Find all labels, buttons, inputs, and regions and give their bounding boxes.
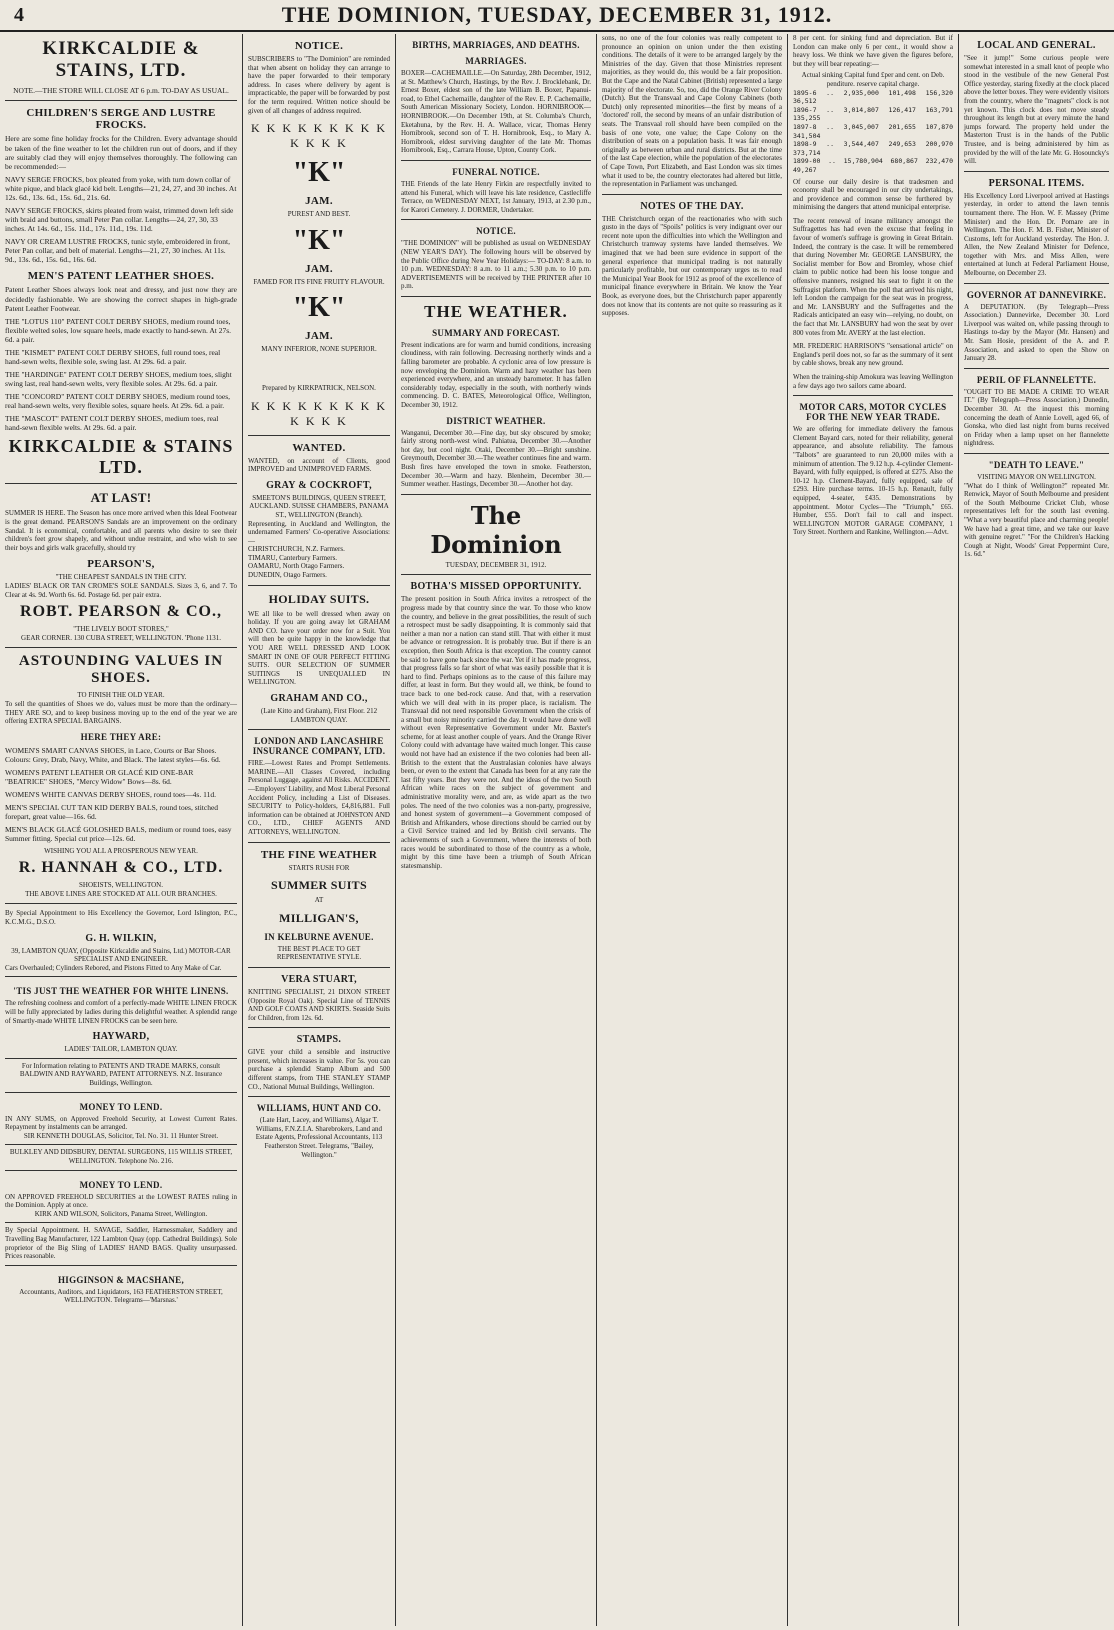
here-they-are: HERE THEY ARE: <box>80 731 162 742</box>
k-jam-tagline-1: PUREST AND BEST. <box>287 210 351 219</box>
column-3-notices-editorial <box>396 34 596 1626</box>
bmd-heading: BIRTHS, MARRIAGES, AND DEATHS. <box>412 40 580 50</box>
money-to-lend-2-text: ON APPROVED FREEHOLD SECURITIES at the LOWEST RATES ruling in the Dominion. Apply at once. <box>5 1192 237 1210</box>
vera-stuart-text: KNITTING SPECIALIST, 21 DIXON STREET (Opposite Royal Oak). Special Line of TENNIS AND GOLF COATS AND SKIRTS. Seaside Suits for Children, from 12s. 6d. <box>248 987 390 1022</box>
death-to-leave-heading: "DEATH TO LEAVE." <box>988 459 1085 470</box>
governor-text: A DEPUTATION. (By Telegraph—Press Association.) Dannevirke, December 30. Lord Liverpool was waited on, while passing through to Hastings to-day by the Mayor (Mr. Hansen) and Mr. Sam Hosie, president of the A. and P. Association, and asked to open the Show on January 28. <box>964 302 1109 363</box>
notice-heading: NOTICE. <box>476 226 516 237</box>
kirkcaldie-heading: KIRKCALDIE & STAINS, LTD. <box>42 38 200 81</box>
editorial-text: The present position in South Africa invites a retrospect of the progress made by that country since the war. To those who know the country, and believe in the great possibilities, the result of such a retrospect must be sadly disappointing. It is commonly said that neither a man nor a nation can stand still. That with either it must be advance or retrogression. It is probably true. But if there is an exception, then South Africa is that exception. The country cannot be said to have gone back since the war. Yet if it has made progress, that progress falls so far short of what was easily possible that it is hard to find. Perhaps opinions as to the cause of this failure may differ, at least in form. But they would all, we think, be found to trace back to one bed-rock cause. And that, with a reservation which we will deal with in its proper place, is racialism. The Transvaal did not need responsible Government when the crisis of a small but noisy minority carried the day. It would have done well without even Representative Government under Mr. Baxter's scheme, for at least another couple of years. And the Orange River Colony could with advantage have waited much longer. This cause would not have had an existence if the two colonies had been all-British to the extent that the Australasian colonies have always been, or even to the extent that Canada has been for at any rate the last fifty years. But they were not. And the ideas of the two South African white races on the subject of government and administrative morality were, and are, as wide apart as the two poles. The need of the two colonies was a non-party, progressive, and honest system of government—a Government composed of British and Afrikanders, whose directions should be carried out by a Civil Service trained and led by British civil servants. The achievements of such a Government, where the interests of both races would be subordinated to those of the country as a whole, might by this time have been a triumph of South African statesmanship. <box>401 595 591 870</box>
notice-heading: NOTICE. <box>294 40 344 52</box>
jam-label: JAM. <box>305 195 333 208</box>
k-border-row: K K K K K K K K K K K K K <box>251 398 387 428</box>
masthead <box>0 0 1114 32</box>
death-to-leave-sub: VISITING MAYOR ON WELLINGTON. <box>977 472 1096 481</box>
weather-heading: THE WEATHER. <box>424 301 568 321</box>
fine-weather-sub: STARTS RUSH FOR <box>288 863 350 872</box>
notice-text: SUBSCRIBERS to "The Dominion" are reminded that when absent on holiday they can arrange to have the paper forwarded to their temporary address. In cases where delivery by agent is impracticable, the paper will be forwarded by post for the term required. Written notice should be given of all changes of address required. <box>248 55 390 115</box>
hannah-sub: SHOEISTS, WELLINGTON. <box>79 881 163 890</box>
at-last-heading: AT LAST! <box>90 490 152 506</box>
finance-table-head: Actual sinking Capital fund £per and cent. on Deb. penditure. reserve capital charge. <box>801 71 945 88</box>
finance-table-row: 1897-8 .. 3,045,007 201,655 107,870 341,504 <box>793 122 953 140</box>
notes-of-the-day-text: THE Christchurch organ of the reactionaries who with such gusto in the days of "Spoils" politics is very indignant over our recent note upon the difficulties into which the Wellington and Christchurch tramway systems have landed themselves. We imagined that we had been sure evidence in support of the general experience that municipal trading is not naturally particularly profitable, but our contemporary urges us to read the Municipal Year Book for 1912 as proof of the excellence of municipal finance everywhere in Britain. We know the Year Book, as everyone does, but the Christchurch paper apparently does not know that its contents are not quite so reassuring as it supposes. <box>602 214 782 318</box>
wilkin-sub: 39, LAMBTON QUAY, (Opposite Kirkcaldie and Stains, Ltd.) MOTOR-CAR SPECIALIST AND ENGINEER. <box>11 946 231 964</box>
milligans-name: MILLIGAN'S, <box>279 910 359 925</box>
jam-label: JAM. <box>305 262 333 275</box>
shoe-item: THE "HARDINGE" PATENT COLT DERBY SHOES, medium toes, slight swing last, real hand-sewn welts, very flexible soles. At 29s. 6d. a pair. <box>5 370 232 389</box>
frock-item: NAVY SERGE FROCKS, box pleated from yoke, with turn down collar of white pique, and black glacé kid belt. Lengths—21, 24, 27, and 30 inches. At 12s. 6d., 13s. 6d., 15s. 6d., 21s. 6d. <box>5 175 237 203</box>
kirkcaldie-footer: KIRKCALDIE & STAINS LTD. <box>8 436 234 478</box>
williams-hunt-text: (Late Hart, Lacey, and Williams), Algar T. Williams, F.N.Z.I.A. Sharebrokers, Land and Estate Agents, Professional Accountants, 113 Featherston Street. Telegrams, "Bailey, Wellington." <box>255 1116 383 1159</box>
money-to-lend-1: MONEY TO LEND. <box>79 1101 163 1112</box>
funeral-heading: FUNERAL NOTICE. <box>452 166 540 177</box>
association-item: CHRISTCHURCH, N.Z. Farmers. <box>248 545 345 554</box>
london-lancashire-text: FIRE.—Lowest Rates and Prompt Settlements. MARINE.—All Classes Covered, including Personal Luggage, against All Risks. ACCIDENT.—Employers' Liability, and Most Liberal Personal Accident Policy, including a List of Diseases. SECURITY to Policy-holders, £4,816,881. Full information can be obtained at JOHNSTON AND CO., LTD., CHIEF AGENTS AND ATTORNEYS, WELLINGTON. <box>248 759 390 836</box>
wilkin-text: Cars Overhauled; Cylinders Rebored, and Pistons Fitted to Any Make of Car. <box>5 963 222 972</box>
vera-stuart-name: VERA STUART, <box>281 973 357 985</box>
hayward-name: HAYWARD, <box>92 1031 150 1043</box>
shoe-item: THE "MASCOT" PATENT COLT DERBY SHOES, medium toes, real hand-sewn flexible welts. At 29s. 6d. a pair. <box>5 414 219 433</box>
k-jam-logo: "K" <box>292 224 346 256</box>
hannah-name: R. HANNAH & CO., LTD. <box>18 859 224 877</box>
bargain-item: WOMEN'S SMART CANVAS SHOES, in Lace, Courts or Bar Shoes. Colours: Grey, Drab, Navy, White, and Black. The latest styles—6s. 6d. <box>5 745 221 764</box>
flannelette-heading: PERIL OF FLANNELETTE. <box>976 374 1097 385</box>
at-label: AT <box>314 896 324 905</box>
bargain-item: MEN'S BLACK GLACÉ GOLOSHED BALS, medium or round toes, easy Summer fitting. Special cut price—12s. 6d. <box>5 824 232 843</box>
column-6-personal <box>959 34 1114 1626</box>
graham-sub: (Late Kitto and Graham), First Floor. 212 LAMBTON QUAY. <box>260 707 378 724</box>
kelburne-avenue: IN KELBURNE AVENUE. <box>264 931 374 942</box>
patent-shoes-heading: MEN'S PATENT LEATHER SHOES. <box>27 270 215 283</box>
amokura-text: When the training-ship Amokura was leaving Wellington a few days ago two sailors came aboard. <box>793 372 953 390</box>
kirk-wilson-ad: KIRK AND WILSON, Solicitors, Panama Street, Wellington. <box>34 1209 208 1218</box>
jam-label: JAM. <box>305 330 333 343</box>
bargain-item: MEN'S SPECIAL CUT TAN KID DERBY BALS, round toes, stitched forepart, great value—16s. 6d. <box>5 802 219 821</box>
childrens-frocks-heading: CHILDREN'S SERGE AND LUSTRE FROCKS. <box>26 107 216 132</box>
flannelette-text: "OUGHT TO BE MADE A CRIME TO WEAR IT." (By Telegraph—Press Association.) Dunedin, December 30. At the inquest this morning concerning the death of Annie Lovell, aged 66, of Gonska, who died last night from burns received on Friday when a lamp upset on her flannelette nightdress. <box>964 387 1109 448</box>
money-to-lend-2: MONEY TO LEND. <box>79 1179 163 1190</box>
wilkin-name: G. H. WILKIN, <box>85 932 157 944</box>
governor-heading: GOVERNOR AT DANNEVIRKE. <box>966 289 1107 300</box>
editorial-heading: BOTHA'S MISSED OPPORTUNITY. <box>410 581 582 593</box>
hayward-heading: 'TIS JUST THE WEATHER FOR WHITE LINENS. <box>13 986 229 997</box>
childrens-frocks-intro: Here are some fine holiday frocks for the Children. Every advantage should be taken of the fine weather to let the children run out of doors, and if they are suitably clad they will enjoy themselves thoroughly. The following can be recommended:— <box>5 134 237 172</box>
astounding-sub: TO FINISH THE OLD YEAR. <box>77 691 165 700</box>
k-jam-tagline-2: FAMED FOR ITS FINE FRUITY FLAVOUR. <box>253 277 385 286</box>
the-dominion-nameplate: The Dominion <box>430 500 562 559</box>
holiday-suits-text: WE all like to be well dressed when away on holiday. If you are going away let GRAHAM AND CO. have your order now for a Suit. You will then be quite happy in the knowledge that YOU ARE WELL DRESSED AND LOOK SMART IN ONE OF OUR PERFECT FITTING SUITS. OUR SELECTION OF SUMMER SUITINGS IS UNEQUALLED IN WELLINGTON. <box>248 609 390 687</box>
summer-suits: SUMMER SUITS <box>271 878 367 893</box>
stamps-heading: STAMPS. <box>296 1034 342 1046</box>
shoe-item: THE "KISMET" PATENT COLT DERBY SHOES, full round toes, real hand-sewn welts, flexible sole, swing last. At 29s. 6d. a pair. <box>5 348 221 367</box>
death-to-leave-text: "What do I think of Wellington?" repeated Mr. Renwick, Mayor of South Melbourne and president of the South Melbourne Cricket Club, whose representatives left for the south last evening. "What a very beautiful place and charming people! We have had a great time, and we take our leave with genuine regret." "For the Children's Hacking Cough at Night, Woods' Great Peppermint Cure, 1s. 6d." <box>964 481 1109 559</box>
k-border-row: K K K K K K K K K K K K K <box>251 121 387 151</box>
kelburne-sub: THE BEST PLACE TO GET REPRESENTATIVE STYLE. <box>276 944 362 962</box>
district-weather-text: Wanganui, December 30.—Fine day, but sky obscured by smoke; fairly strong north-west wind. Pahiatua, December 30.—Another hot day, but cool night. Otaki, December 30.—Bright sunshine. Greymouth, December 30.—The weather continues fine and warm. Bush fires have enveloped the town in smoke. Featherston, December 30.—Warm and hazy. Blenheim, December 30.—Summer weather. Hastings, December 30.—Another hot day. <box>401 428 591 489</box>
dateline: TUESDAY, DECEMBER 31, 1912. <box>445 560 547 569</box>
association-item: TIMARU, Canterbury Farmers. <box>248 553 338 562</box>
store-close-note: NOTE.—THE STORE WILL CLOSE AT 6 p.m. TO-DAY AS USUAL. <box>13 86 229 95</box>
finance-table-row: 1896-7 .. 3,014,807 126,417 163,791 135,255 <box>793 105 953 123</box>
stamps-text: GIVE your child a sensible and instructive present, which increases in value. For 5s. you can purchase a splendid Stamp Album and 500 different stamps, from THE STANLEY STAMP CO., National Mutual Buildings, Wellington. <box>248 1048 390 1091</box>
pearsons-name: PEARSON'S, <box>87 558 155 571</box>
weather-text: Present indications are for warm and humid conditions, increasing cloudiness, with rain following. Decreasing northerly winds and a falling barometer are probable. A cyclonic area of low pressure is now enveloping the Dominion. Warm and hazy weather has been experienced everywhere, and an unsteady barometer. It has fallen considerably today, especially in the south, with northerly winds commencing. D. C. BATES, Meteorological Office, Wellington, December 30, 1912. <box>401 340 591 410</box>
marriages-heading: MARRIAGES. <box>465 56 527 66</box>
suffragette-text: The recent renewal of insane militancy amongst the Suffragettes has had even the excuse that feeling in favour of women's suffrage is growing in Great Britain. Indeed, the contrary is the case. It will be remembered that during November Mr. GEORGE LANSBURY, the Socialist member for Bow and Bromley, whose chief claim to public notice had been his loose tongue and offensive manners, resigned his seat to fight it on the Suffragist platform. When the poll that arrived his night, left London the campaign for the seat was in progress, and Mr. LANSBURY and the Suffragettes and the Radicals anticipated an easy win—relying, no doubt, on the fact that Mr. LANSBURY had won the seat by over 800 votes from Mr. AVERY at the last election. <box>793 216 953 337</box>
column-1-kirkcaldie-ads <box>0 34 242 1626</box>
finance-table-row: 1898-9 .. 3,544,407 249,653 200,970 373,714 <box>793 140 953 157</box>
savage-ad: By Special Appointment. H. SAVAGE, Saddler, Harnessmaker, Saddlery and Travelling Bag Manufacturer, 122 Lambton Quay (opp. Cathedral Buildings). Sole proprietor of the Big Sling of LADIES' HAND BAGS. Quality unsurpassed. Prices reasonable. <box>5 1226 237 1261</box>
bulkley-ad: BULKLEY AND DIDSBURY, DENTAL SURGEONS, 115 WILLIS STREET, WELLINGTON. Telephone No. 216. <box>9 1148 233 1165</box>
astounding-intro: To sell the quantities of Shoes we do, values must be more than the ordinary—THEY ARE SO, and to keep business moving up to the end of the year we are offering EXTRA SPECIAL BARGAINS. <box>5 699 237 726</box>
finance-text: 8 per cent. for sinking fund and depreciation. But if London can make only 6 per cent., it would show a heavy loss. We think we have given the figures before, but they will bear repeating:— <box>793 34 953 68</box>
pearsons-slogan: "THE CHEAPEST SANDALS IN THE CITY. <box>55 573 187 582</box>
shoe-item: THE "LOTUS 110" PATENT COLT DERBY SHOES, medium round toes, flexible welted soles, low square heels, made exactly to hand-sewn. At 27s. 6d. a pair. <box>5 317 231 345</box>
motor-cars-heading: MOTOR CARS, MOTOR CYCLES FOR THE NEW YEAR TRADE. <box>799 402 947 423</box>
frock-item: NAVY OR CREAM LUSTRE FROCKS, tunic style, embroidered in front, Peter Pan collar, and belt of material. Lengths—21, 27, 30 inches. At 11s. 9d., 13s. 6d., 15s. 6d., 16s. 6d. <box>5 237 230 265</box>
london-lancashire-heading: LONDON AND LANCASHIRE INSURANCE COMPANY, LTD. <box>252 736 386 757</box>
funeral-text: THE Friends of the late Henry Firkin are respectfully invited to attend his Funeral, which will leave his late residence, Castlecliffe Terrace, on WEDNESDAY NEXT, 1st January, 1913, at 2.30 p.m., for Karori Cemetery. J. DORMER, Undertaker. <box>401 179 591 214</box>
kirkpatrick-note: Prepared by KIRKPATRICK, NELSON. <box>262 383 376 392</box>
frock-item: NAVY SERGE FROCKS, skirts pleated from waist, trimmed down left side with braid and buttons, small Peter Pan collar. Lengths—24, 27, 30, 33 inches. At 14s. 6d., 15s. 11d., 17s. 11d., 19s. 11d. <box>5 206 234 234</box>
pearsons-sandals: LADIES' BLACK OR TAN CROME'S SOLE SANDALS. Sizes 3, 6, and 7. To Clear at 4s. 9d. Worth 6s. 6d. Postage 6d. per pair extra. <box>5 581 237 599</box>
k-jam-tagline-3: MANY INFERIOR, NONE SUPERIOR. <box>261 345 377 354</box>
higginson-text: Accountants, Auditors, and Liquidators, 163 FEATHERSTON STREET, WELLINGTON. Telegrams—'Marsnas.' <box>19 1287 223 1305</box>
personal-items-text: His Excellency Lord Liverpool arrived at Hastings yesterday, in order to attend the lawn tennis tournament there. The Hon. W. F. Massey (Prime Minister) and the Hon. Dr. Pomare are in Wellington. The Hon. F. M. B. Fisher, Minister of Customs, left for Auckland yesterday. The Hon. J. Allen, the New Zealand Minister for Defence, together with Mrs. and Miss Allen, were entertained at lunch at Federal Parliament House, Melbourne, on December 23. <box>964 191 1109 278</box>
local-general-text: "See it jump!" Some curious people were somewhat interested in a small knot of people who stood in the vestibule of the new General Post Office yesterday, staring fixedly at the clock placed above the letter boxes. They were evidently visitors from the country, where the "magnets" clock is not yet known. This clock does not move steady throughout its length but at every minute the hand jumps forward. The property held under the Masterton Trust is in the hands of the Public Trustee, and is being administered by him as provided by the will of the late Mr. G. Hosouncky's will. <box>964 54 1109 166</box>
astounding-heading: ASTOUNDING VALUES IN SHOES. <box>18 653 224 687</box>
bmd-text: BOXER—CACHEMAILLE.—On Saturday, 28th December, 1912, at St. Matthew's Church, Hastings, by the Rev. J. Brocklebank, Dr. Ernest Boxer, eldest son of the late William B. Boxer, Papanui-road, to Ethel Cachemaille, daughter of the Rev. E. P. Cachemaille, South American Missionary Society, London. HORNIBROOK—HORNIBROOK.—On December 19th, at St. Columba's Church, Eketahuna, by the Rev. H. A. Wallace, vicar, Thomas Henry Hornibrook, second son of T. H. Hornibrook, Esq., to Mary A. Hornibrook, eldest surviving daughter of the late Mr. Thomas Hornibrook, Esq., Carrara House, Upton, County Cork. <box>401 69 591 155</box>
wanted-text: WANTED, on account of Clients, good IMPROVED and UNIMPROVED FARMS. <box>248 456 390 474</box>
personal-items-heading: PERSONAL ITEMS. <box>988 177 1085 189</box>
money-to-lend-1-text: IN ANY SUMS, on Approved Freehold Security, at Lowest Current Rates. Repayment by instalments can be arranged. <box>5 1114 237 1132</box>
local-general-heading: LOCAL AND GENERAL. <box>977 40 1096 51</box>
at-last-text: SUMMER IS HERE. The Season has once more arrived when this Ideal Footwear is the great demand. PEARSON'S Sandals are an improvement on the ordinary Sandal. It is economical, comfortable, and all parents who desire to see their children's feet grow shapely, and without undue restraint, and who wish to see their boys and girls walk gracefully, should try <box>5 509 237 552</box>
hannah-note: THE ABOVE LINES ARE STOCKED AT ALL OUR BRANCHES. <box>25 889 217 898</box>
graham-name: GRAHAM AND CO., <box>270 693 368 704</box>
wanted-heading: WANTED. <box>292 441 346 454</box>
robt-pearson-address: GEAR CORNER. 130 CUBA STREET, WELLINGTON. 'Phone 1131. <box>21 633 221 642</box>
shoe-item: THE "CONCORD" PATENT COLT DERBY SHOES, medium round toes, real hand-sewn welts, very flexible soles, square heels. At 29s. 6d. a pair. <box>5 392 231 411</box>
robt-pearson-slogan: "THE LIVELY BOOT STORES," <box>73 625 169 634</box>
editorial-continued: sons, no one of the four colonies was really competent to pronounce an opinion on union under the then existing conditions. The details of it were to be arranged largely by the Ministries of the day. Given that those Ministries represent majorities, as they would do, this would be a fair proposition. But the Cape and the Natal Cabinet (British) represented a large majority of the electorate. So, too, did the Orange River Colony (Dutch). But the Transvaal and Cape Colony Cabinets (both Dutch) only represented minorities—the first by means of a 'doctored' roll, the second by means of an unfair distribution of seats. The Transvaal roll should have been compiled on the basis of one vote, one value; the Cape Colony on the distribution of seats on a population basis. It was fair enough originally as between urban and rural districts. But at the time of the last Cape election, while the population of the electorates of Cape Town, Port Elizabeth, and East London was six times what it used to be, the country electorates had altered but little, the representation in Parliament was unchanged. <box>602 34 782 189</box>
motor-cars-text: We are offering for immediate delivery the famous Clement Bayard cars, noted for their reliability, general appearance, and absolute reliability. The famous "Talbots" are guaranteed to run 20,000 miles with a minimum of attention. The 9.12 h.p. 4-cylinder Clement-Bayard, with fully equipped, is offered at £275. Also the 10-12 h.p. Clement-Bayard, fully equipped, sale of £293. Hire purchase terms. 10-15 h.p. Renault, fully equipped, 4-seater, £435. Demonstrations by appointment. Motor Cycles—The "Triumph," £65. Humber, £55. Don't fail to call and inspect. WELLINGTON MOTOR GARAGE COMPANY, 1 Tory Street. Northern and Rankine, Wellington.—Advt. <box>793 425 953 537</box>
hayward-text: The refreshing coolness and comfort of a perfectly-made WHITE LINEN FROCK will be fully appreciated by ladies during this delightful weather. A splendid range of Smartly-made WHITE LINEN FROCKS can be seen here. <box>5 999 237 1025</box>
page-number: 4 <box>14 4 24 26</box>
column-2-notices <box>243 34 395 1626</box>
bargain-item: WOMEN'S PATENT LEATHER OR GLACÉ KID ONE-BAR "BEATRICE" SHOES, "Mercy Widow" Bows—8s. 6d. <box>5 767 194 786</box>
holiday-suits-heading: HOLIDAY SUITS. <box>268 591 370 606</box>
finance-table-row: 1895-6 .. 2,935,000 101,498 156,320 36,512 <box>793 88 953 106</box>
wilkin-appointment: By Special Appointment to His Excellency the Governor, Lord Islington, P.C., K.C.M.G., D.S.O. <box>5 909 237 927</box>
k-jam-logo: "K" <box>292 292 346 324</box>
k-jam-logo: "K" <box>292 157 346 189</box>
gray-cockroft-name: GRAY & COCKROFT, <box>266 479 372 491</box>
fine-weather-heading: THE FINE WEATHER <box>260 848 378 861</box>
column-5-notes <box>788 34 958 1626</box>
notice-text: "THE DOMINION" will be published as usual on WEDNESDAY (NEW YEAR'S DAY). The following hours will be observed by the Public Office during New Year Holidays:— TO-DAY: 8 a.m. to 10 p.m. WEDNESDAY: 8 a.m. to 11 a.m.; 5.30 p.m. to 10 p.m. ADVERTISEMENTS will be received by THE PRINTER after 10 p.m. <box>401 239 591 291</box>
gray-cockroft-address: SMEETON'S BUILDINGS, QUEEN STREET, AUCKLAND. SUISSE CHAMBERS, PANAMA ST., WELLINGTON (Branch). <box>249 493 389 519</box>
notes-of-the-day-heading: NOTES OF THE DAY. <box>640 200 744 212</box>
douglas-ad: SIR KENNETH DOUGLAS, Solicitor, Tel. No. 31. 11 Hunter Street. <box>23 1131 219 1140</box>
finance-text-2: Of course our daily desire is that tradesmen and economy shall be encouraged in our city undertakings, and providence and common sense be furthered by minimising the dangers that attend municipal enterprise. <box>793 177 953 212</box>
higginson-name: HIGGINSON & MACSHANE, <box>57 1274 185 1285</box>
masthead-title: THE DOMINION, TUESDAY, DECEMBER 31, 1912. <box>281 2 833 27</box>
robt-pearson-name: ROBT. PEARSON & CO., <box>20 603 222 621</box>
association-item: DUNEDIN, Otago Farmers. <box>248 571 327 580</box>
hayward-sub: LADIES' TAILOR, LAMBTON QUAY. <box>64 1045 178 1054</box>
wishing-note: WISHING YOU ALL A PROSPEROUS NEW YEAR. <box>44 846 198 855</box>
finance-table-row: 1899-00 .. 15,780,904 680,867 232,470 49,267 <box>793 157 953 174</box>
patents-ad: For Information relating to PATENTS AND TRADE MARKS, consult BALDWIN AND RAYWARD, PATENT ATTORNEYS. N.Z. Insurance Buildings, Wellington. <box>19 1061 223 1087</box>
weather-sub: SUMMARY AND FORECAST. <box>432 327 560 338</box>
gray-cockroft-rep: Representing, in Auckland and Wellington, the undernamed Farmers' Co-operative Associations:— <box>248 519 390 545</box>
patent-shoes-intro: Patent Leather Shoes always look neat and dressy, and just now they are decidedly fashionable. We are showing the correct shapes in high-grade Patent Leather Footwear. <box>5 285 237 314</box>
column-4-editorial <box>597 34 787 1626</box>
district-weather-heading: DISTRICT WEATHER. <box>446 415 546 426</box>
williams-hunt-name: WILLIAMS, HUNT AND CO. <box>256 1103 382 1114</box>
harrison-text: MR. FREDERIC HARRISON'S "sensational article" on England's peril does not, so far as the summary of it sent by cable shows, break any new ground. <box>793 342 953 368</box>
bargain-item: WOMEN'S WHITE CANVAS DERBY SHOES, round toes—4s. 11d. <box>5 789 216 799</box>
association-item: OAMARU, North Otago Farmers. <box>248 562 345 571</box>
